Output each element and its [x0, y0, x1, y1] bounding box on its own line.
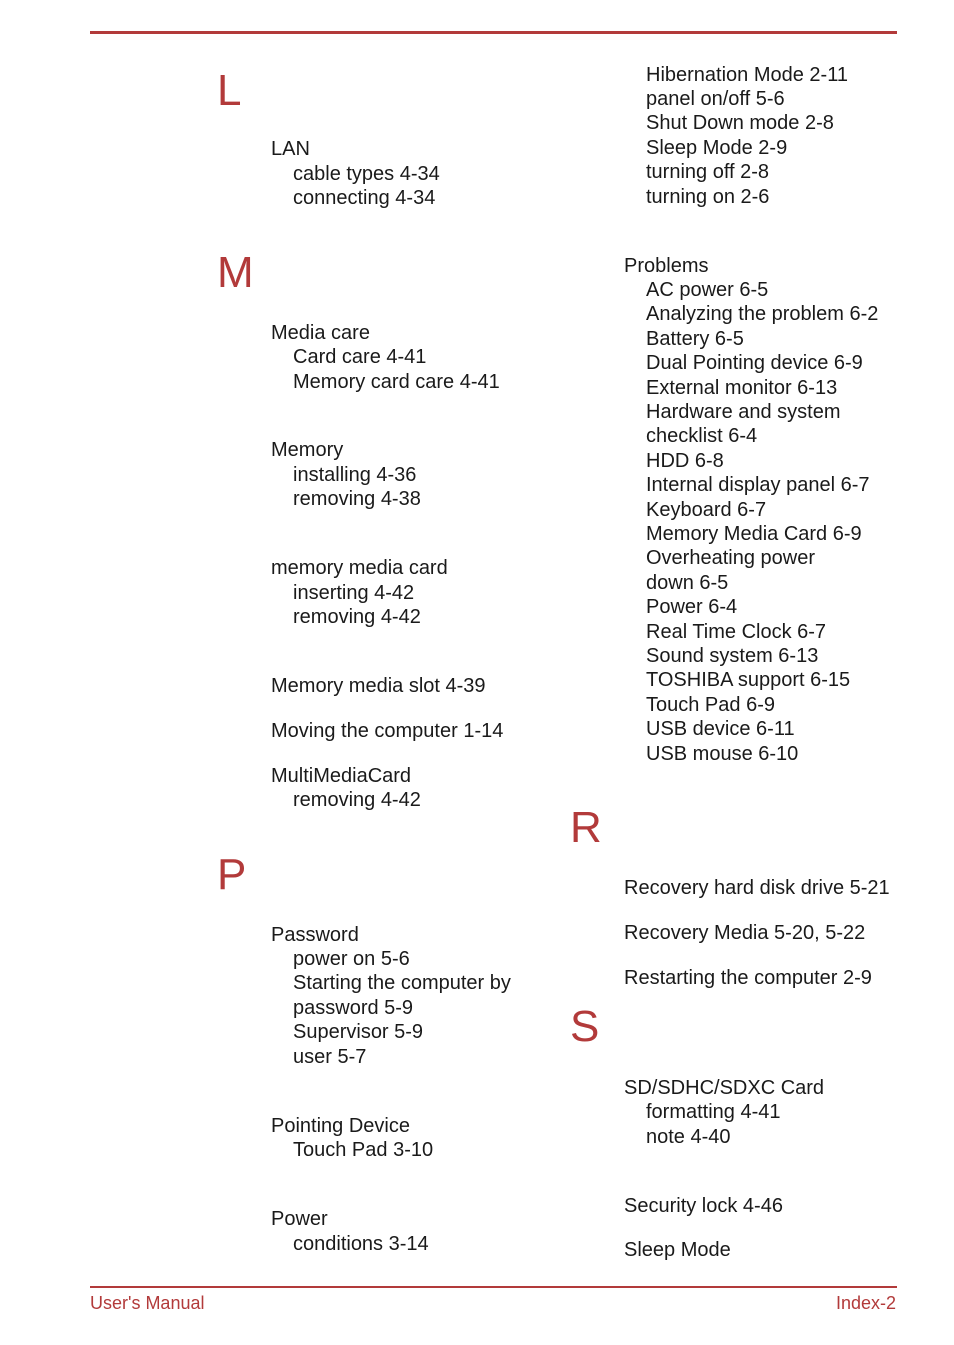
index-subentry: Supervisor 5-9 [293, 1021, 424, 1043]
index-subentry: turning on 2-6 [646, 186, 770, 208]
index-subentry: Shut Down mode 2-8 [646, 112, 834, 134]
index-subentry: Power 6-4 [646, 596, 738, 618]
index-subentry: Analyzing the problem 6-2 [646, 303, 879, 325]
index-subentry: Memory Media Card 6-9 [646, 523, 862, 545]
index-subentry: Sound system 6-13 [646, 645, 819, 667]
index-entry-recovery-media: Recovery Media 5-20, 5-22 [624, 922, 866, 944]
index-entry-sd-card: SD/SDHC/SDXC Card [624, 1077, 825, 1099]
index-subentry: checklist 6-4 [646, 425, 758, 447]
footer-manual-title: User's Manual [90, 1293, 205, 1313]
index-subentry: Card care 4-41 [293, 346, 427, 368]
index-subentry: Memory card care 4-41 [293, 371, 500, 393]
index-subentry: Internal display panel 6-7 [646, 474, 870, 496]
index-entry-media-care: Media care [271, 322, 370, 344]
index-subentry: Battery 6-5 [646, 328, 744, 350]
index-entry-sleep-mode: Sleep Mode [624, 1239, 731, 1261]
bottom-rule [90, 1286, 897, 1288]
index-subentry: Sleep Mode 2-9 [646, 137, 788, 159]
index-subentry: TOSHIBA support 6-15 [646, 669, 851, 691]
index-subentry: panel on/off 5-6 [646, 88, 785, 110]
top-rule [90, 31, 897, 34]
index-entry-multimediacard: MultiMediaCard [271, 765, 412, 787]
index-entry-recovery-hdd: Recovery hard disk drive 5-21 [624, 877, 890, 899]
index-entry-security-lock: Security lock 4-46 [624, 1195, 783, 1217]
section-letter-r: R [570, 803, 602, 852]
index-subentry: inserting 4-42 [293, 582, 415, 604]
index-subentry: Overheating power [646, 547, 815, 569]
index-subentry: Starting the computer by [293, 972, 511, 994]
index-subentry: connecting 4-34 [293, 187, 436, 209]
index-subentry: HDD 6-8 [646, 450, 724, 472]
index-subentry: Dual Pointing device 6-9 [646, 352, 863, 374]
index-subentry: Hibernation Mode 2-11 [646, 64, 848, 86]
index-entry-power: Power [271, 1208, 328, 1230]
index-entry-password: Password [271, 924, 359, 946]
index-subentry: Hardware and system [646, 401, 841, 423]
index-subentry: formatting 4-41 [646, 1101, 781, 1123]
index-subentry: cable types 4-34 [293, 163, 440, 185]
index-subentry: installing 4-36 [293, 464, 417, 486]
index-subentry: removing 4-38 [293, 488, 421, 510]
index-subentry: Keyboard 6-7 [646, 499, 767, 521]
section-letter-p: P [217, 850, 247, 899]
index-subentry: Touch Pad 6-9 [646, 694, 775, 716]
footer-page-number: Index-2 [835, 1293, 896, 1313]
section-letter-l: L [217, 66, 242, 115]
index-subentry: AC power 6-5 [646, 279, 769, 301]
index-entry-problems: Problems [624, 255, 709, 277]
section-letter-m: M [217, 248, 254, 297]
index-entry-pointing-device: Pointing Device [271, 1115, 410, 1137]
index-subentry: power on 5-6 [293, 948, 410, 970]
index-entry-memory: Memory [271, 439, 344, 461]
index-subentry: USB device 6-11 [646, 718, 795, 740]
index-subentry: turning off 2-8 [646, 161, 770, 183]
index-subentry: conditions 3-14 [293, 1233, 429, 1255]
index-subentry: removing 4-42 [293, 789, 421, 811]
index-subentry: USB mouse 6-10 [646, 743, 799, 765]
index-subentry: removing 4-42 [293, 606, 421, 628]
section-letter-s: S [570, 1002, 600, 1051]
index-entry-memory-media-card: memory media card [271, 557, 448, 579]
index-subentry: user 5-7 [293, 1046, 367, 1068]
index-subentry: Real Time Clock 6-7 [646, 621, 827, 643]
index-entry-moving-computer: Moving the computer 1-14 [271, 720, 504, 742]
index-entry-restarting: Restarting the computer 2-9 [624, 967, 872, 989]
index-entry-memory-media-slot: Memory media slot 4-39 [271, 675, 486, 697]
index-subentry: note 4-40 [646, 1126, 731, 1148]
index-entry-lan: LAN [271, 138, 310, 160]
index-subentry: down 6-5 [646, 572, 729, 594]
index-subentry: External monitor 6-13 [646, 377, 838, 399]
index-subentry: Touch Pad 3-10 [293, 1139, 434, 1161]
index-subentry: password 5-9 [293, 997, 414, 1019]
